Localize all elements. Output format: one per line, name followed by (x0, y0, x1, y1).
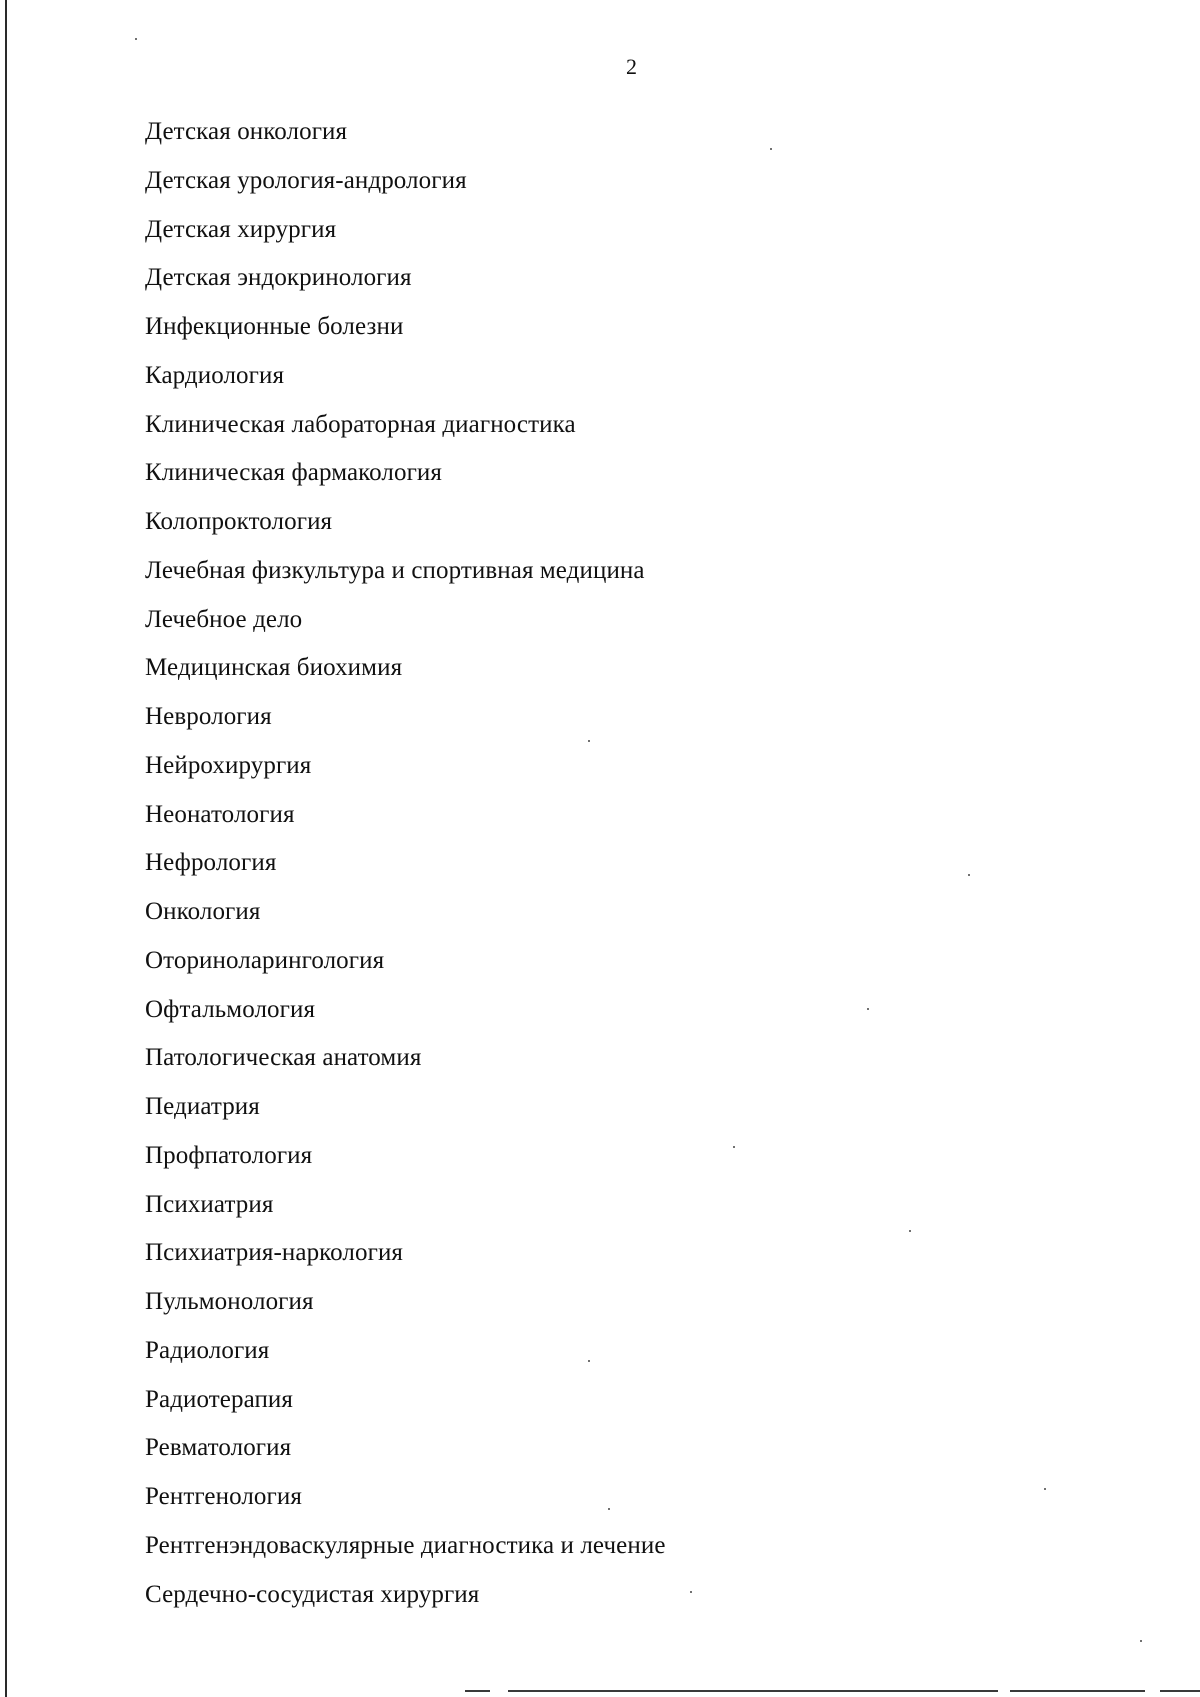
list-item: Педиатрия (145, 1093, 260, 1120)
list-item: Детская онкология (145, 118, 348, 145)
scan-left-edge (5, 0, 7, 1697)
list-item: Клиническая фармакология (145, 459, 443, 487)
list-item: Офтальмология (145, 995, 316, 1023)
scan-bottom-rule (1010, 1690, 1145, 1692)
list-item: Нефрология (145, 849, 277, 877)
scan-speck (1140, 1640, 1142, 1642)
list-item: Патологическая анатомия (145, 1044, 422, 1072)
scan-speck (588, 1360, 590, 1362)
scan-bottom-rule (465, 1690, 490, 1692)
list-item: Колопроктология (145, 508, 333, 535)
list-item: Радиотерапия (145, 1385, 294, 1413)
scan-speck (588, 740, 590, 742)
list-item: Онкология (145, 898, 261, 925)
scan-bottom-rule (1160, 1690, 1200, 1692)
scan-speck (690, 1591, 692, 1593)
list-item: Кардиология (145, 361, 285, 389)
list-item: Психиатрия-наркология (145, 1239, 404, 1267)
list-item: Сердечно-сосудистая хирургия (145, 1580, 480, 1608)
list-item: Пульмонология (145, 1288, 314, 1315)
list-item: Профпатология (145, 1141, 313, 1169)
list-item: Рентгенология (145, 1483, 302, 1510)
scan-speck (867, 1008, 869, 1010)
list-item: Клиническая лабораторная диагностика (145, 410, 576, 438)
scan-speck (733, 1146, 735, 1148)
list-item: Неонатология (145, 800, 295, 828)
scan-speck (770, 148, 772, 150)
list-item: Медицинская биохимия (145, 654, 403, 682)
scan-bottom-rule (508, 1690, 998, 1692)
scan-speck (909, 1230, 911, 1232)
list-item: Нейрохирургия (145, 751, 312, 779)
list-item: Детская эндокринология (145, 264, 412, 292)
list-item: Лечебная физкультура и спортивная медицина (145, 556, 645, 584)
list-item: Рентгенэндоваскулярные диагностика и лечение (145, 1531, 666, 1559)
list-item: Лечебное дело (145, 605, 303, 633)
scan-speck (1044, 1488, 1046, 1490)
page-number: 2 (626, 54, 637, 79)
scan-speck (968, 874, 970, 876)
list-item: Психиатрия (145, 1190, 274, 1218)
list-item: Детская хирургия (145, 215, 337, 243)
list-item: Оториноларингология (145, 946, 385, 974)
specialty-list (145, 108, 666, 1619)
list-item: Неврология (145, 703, 272, 730)
list-item: Инфекционные болезни (145, 313, 404, 340)
list-item: Ревматология (145, 1434, 292, 1462)
scan-speck (608, 1508, 610, 1510)
list-item: Детская урология-андрология (145, 166, 467, 194)
scan-speck (135, 38, 137, 40)
list-item: Радиология (145, 1336, 270, 1364)
